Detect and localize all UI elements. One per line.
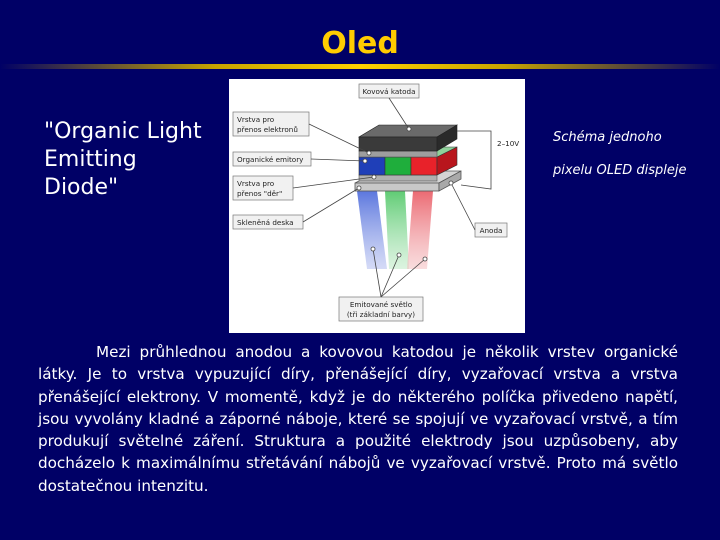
- red-light-beam: [407, 191, 433, 269]
- emitter-blue: [359, 157, 385, 175]
- anode-label: Anoda: [479, 226, 503, 235]
- glass-label: Skleněná deska: [237, 218, 294, 227]
- green-light-beam: [385, 191, 409, 269]
- electron-layer-label-1: Vrstva pro: [237, 115, 275, 124]
- diagram-caption: [553, 121, 713, 187]
- body-paragraph: Mezi průhlednou anodou a kovovou katodou je několik vrstev organické látky. Je to vrstva vypuzující díry, přenášející díry, vyzařovací vrstva a vrstva přenášející elektrony. V momentě, když je do některého políčka přivedeno napětí, jsou vyvolány kladné a záporné náboje, které se spojují ve vyzařovací vrstvě, a tím produkují světelné záření. Struktura a použité elektrody jsou uzpůsobeny, aby docházelo k maximálnímu střetávání nábojů ve vyzařovací vrstvě. Proto má světlo dostatečnou intenzitu.: [38, 343, 678, 495]
- slide-title: Oled: [321, 26, 399, 61]
- blue-light-beam: [357, 191, 387, 269]
- hole-layer-label-1: Vrstva pro: [237, 179, 275, 188]
- caption-line-2: pixelu OLED displeje: [553, 163, 687, 178]
- oled-expansion: "Organic Light Emitting Diode": [44, 119, 202, 200]
- hole-layer-label-2: přenos "děr": [237, 189, 283, 198]
- cathode-label: Kovová katoda: [362, 87, 416, 96]
- emitted-light-label-2: (tři základní barvy): [346, 310, 416, 319]
- emitter-green: [385, 157, 411, 175]
- emitted-light-label-1: Emitované světlo: [349, 300, 413, 309]
- voltage-label: 2–10V: [497, 139, 520, 148]
- cathode-front: [359, 137, 437, 151]
- oled-diagram: [229, 79, 525, 333]
- hole-front: [359, 175, 437, 181]
- title-underline: [0, 64, 720, 69]
- oled-diagram-svg: [229, 79, 525, 333]
- emitter-red: [411, 157, 437, 175]
- glass-front: [355, 183, 439, 191]
- emitters-label: Organické emitory: [237, 155, 304, 164]
- electron-layer-label-2: přenos elektronů: [237, 125, 298, 134]
- caption-line-1: Schéma jednoho: [553, 130, 662, 145]
